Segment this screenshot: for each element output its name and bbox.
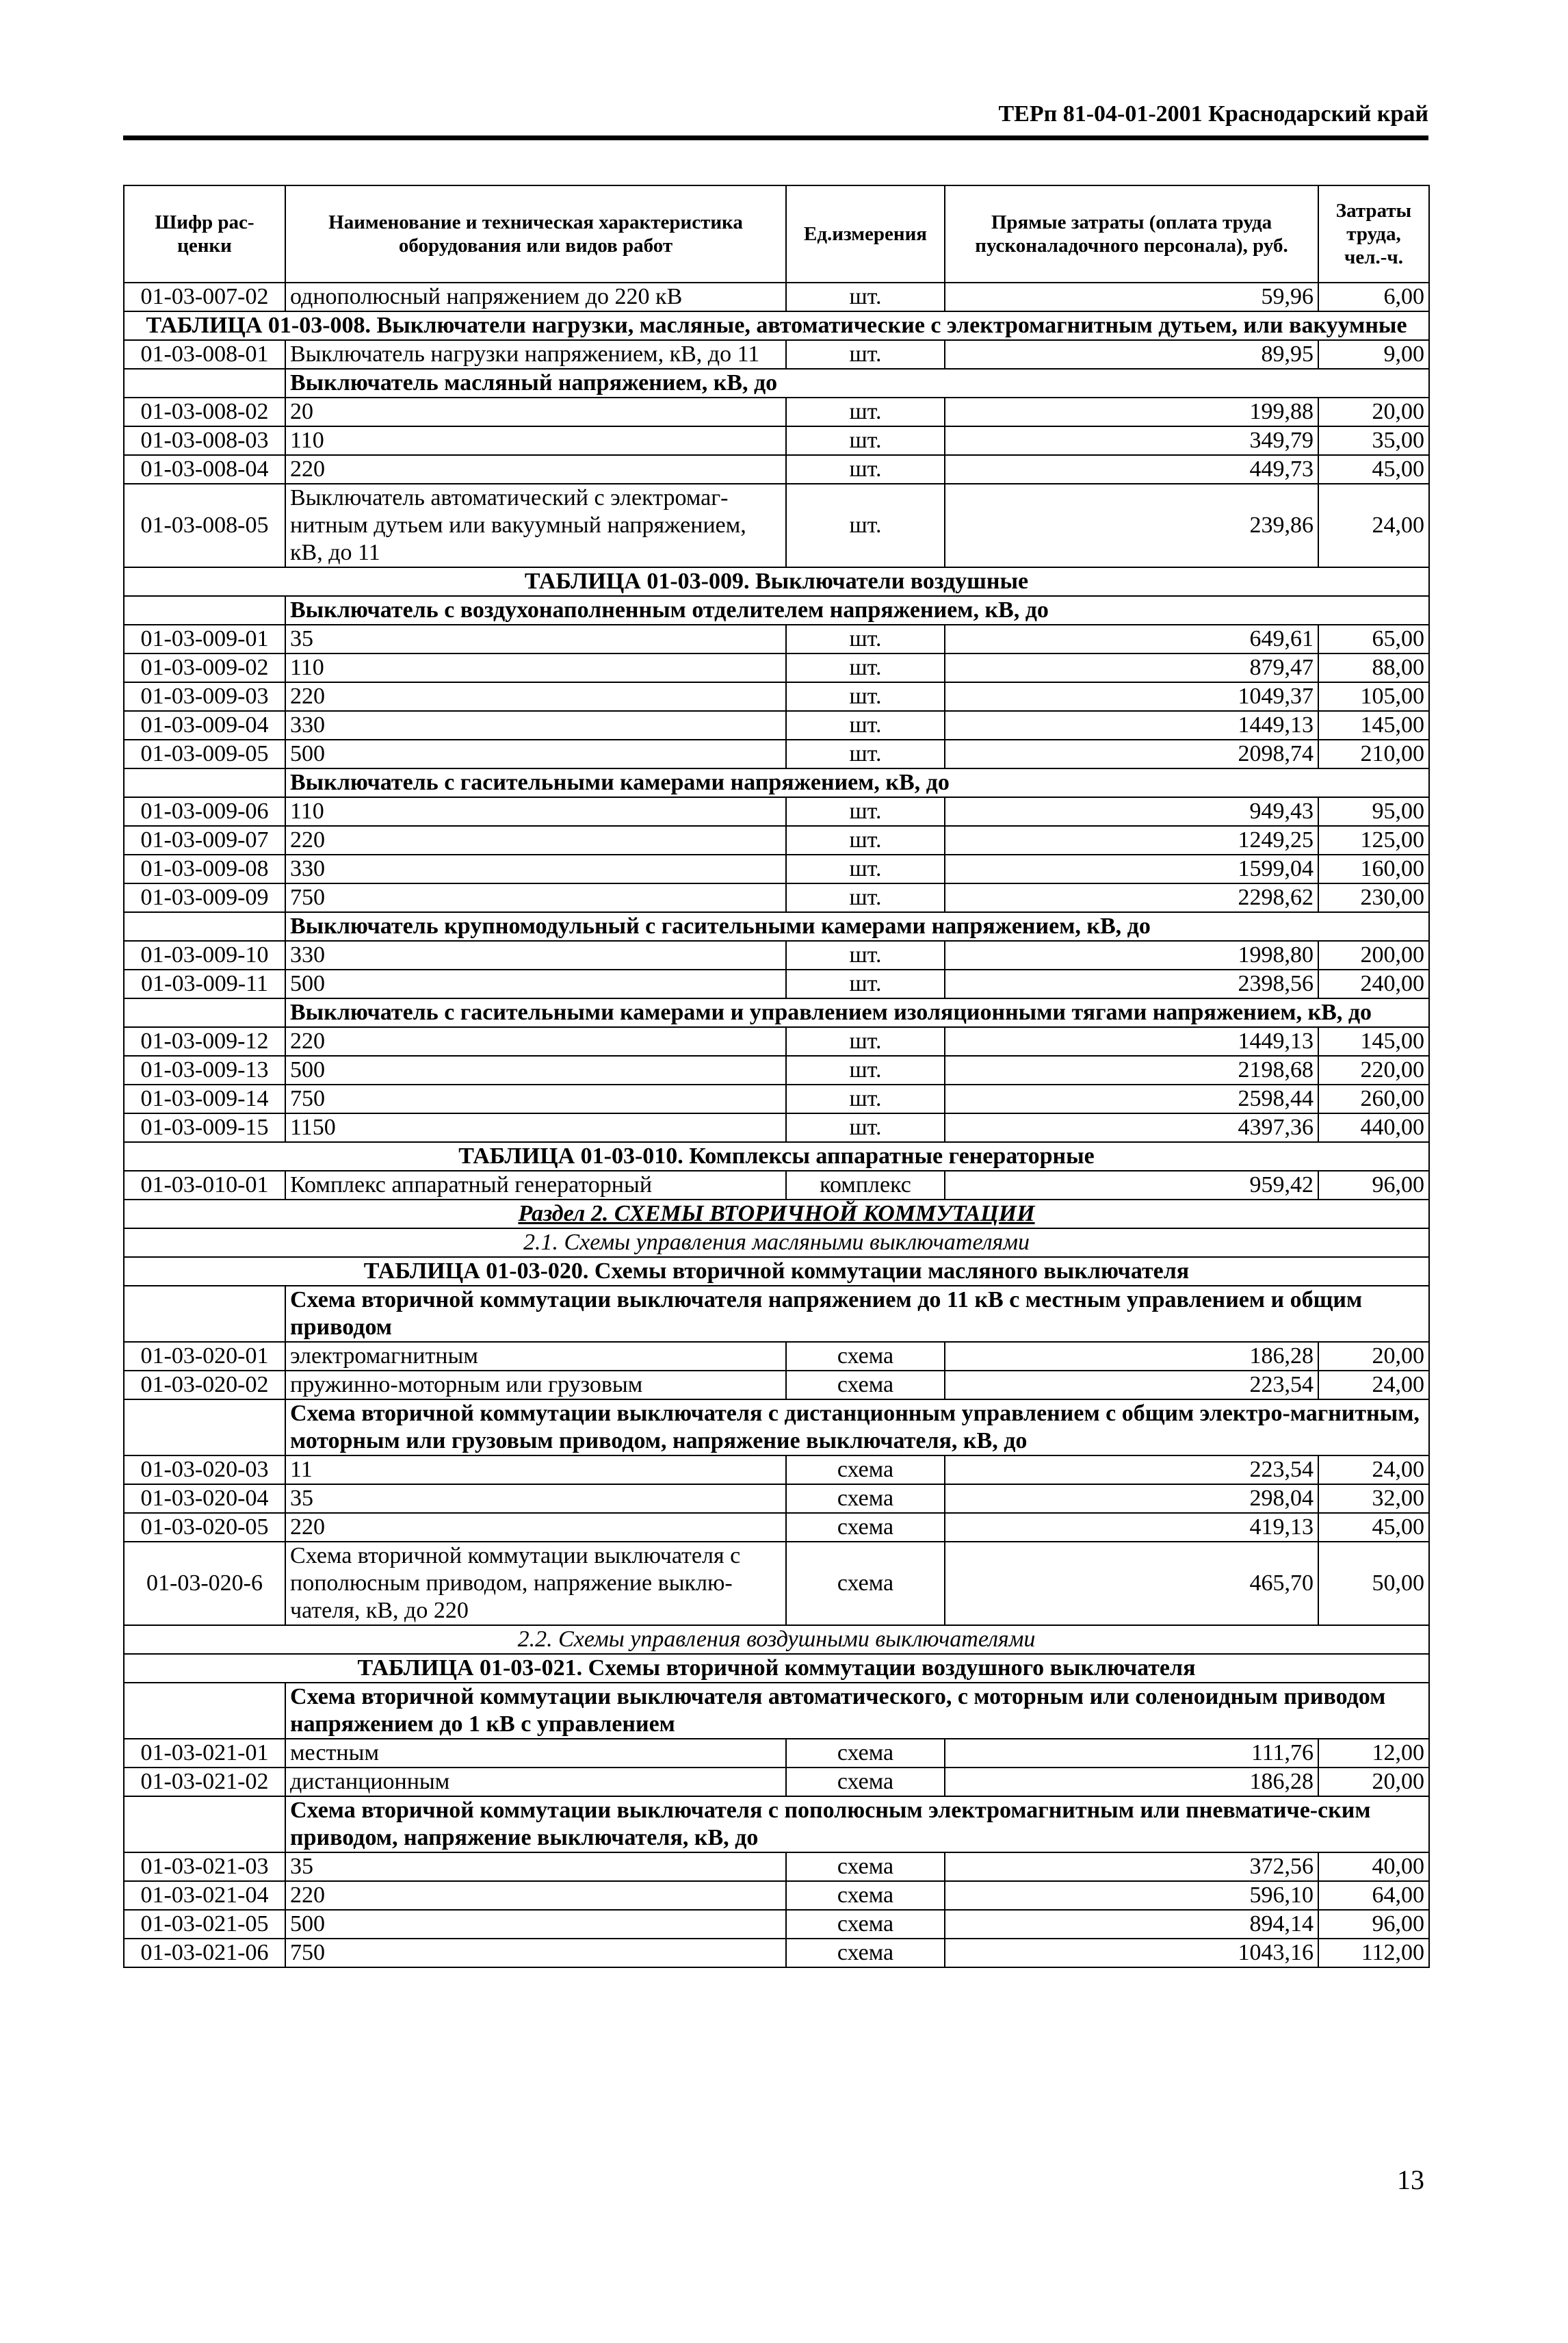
unit-cell: схема	[786, 1455, 945, 1484]
rate-code-cell: 01-03-009-03	[124, 682, 285, 711]
value-cell: 949,43	[945, 797, 1318, 826]
page-number: 13	[1397, 2164, 1424, 2195]
group-title: Выключатель крупномодульный с гасительными камерами напряжением, кВ, до	[285, 912, 1429, 941]
value-cell: 50,00	[1318, 1542, 1429, 1625]
table-row	[124, 970, 1429, 998]
value-cell: 240,00	[1318, 970, 1429, 998]
rate-code-cell: 01-03-009-10	[124, 941, 285, 970]
subsection-row	[124, 1625, 1429, 1654]
unit-cell: схема	[786, 1910, 945, 1939]
description-cell: Схема вторичной коммутации выключателя с пополюсным приводом, напряжение выклю-чателя, кВ, до 220	[285, 1542, 786, 1625]
value-cell: 32,00	[1318, 1484, 1429, 1513]
table-title: ТАБЛИЦА 01-03-010. Комплексы аппаратные генераторные	[124, 1142, 1429, 1171]
unit-cell: схема	[786, 1342, 945, 1371]
rate-code-cell: 01-03-007-02	[124, 283, 285, 311]
value-cell: 64,00	[1318, 1881, 1429, 1910]
table-row	[124, 855, 1429, 883]
value-cell: 20,00	[1318, 398, 1429, 426]
rate-code-cell: 01-03-008-02	[124, 398, 285, 426]
value-cell: 349,79	[945, 426, 1318, 455]
value-cell: 2098,74	[945, 740, 1318, 768]
table-row	[124, 740, 1429, 768]
value-cell: 1043,16	[945, 1939, 1318, 1967]
description-cell: 220	[285, 682, 786, 711]
value-cell: 96,00	[1318, 1171, 1429, 1200]
table-row	[124, 1881, 1429, 1910]
table-title-row	[124, 1654, 1429, 1683]
rate-code-cell: 01-03-020-6	[124, 1542, 285, 1625]
header-labor: Затраты труда, чел.-ч.	[1318, 185, 1429, 283]
value-cell: 186,28	[945, 1768, 1318, 1796]
rate-code-cell: 01-03-020-03	[124, 1455, 285, 1484]
table-row	[124, 1085, 1429, 1113]
group-title: Выключатель с гасительными камерами напряжением, кВ, до	[285, 768, 1429, 797]
value-cell: 65,00	[1318, 625, 1429, 653]
rates-table	[123, 185, 1430, 1968]
table-title-row	[124, 1142, 1429, 1171]
rate-code-cell: 01-03-020-01	[124, 1342, 285, 1371]
table-row	[124, 398, 1429, 426]
unit-cell: шт.	[786, 1085, 945, 1113]
value-cell: 24,00	[1318, 484, 1429, 567]
unit-cell: шт.	[786, 797, 945, 826]
rate-code-cell: 01-03-021-06	[124, 1939, 285, 1967]
value-cell: 200,00	[1318, 941, 1429, 970]
group-title: Схема вторичной коммутации выключателя автоматического, с моторным или соленоидным приводом напряжением до 1 кВ с управлением	[285, 1683, 1429, 1739]
description-cell: 500	[285, 970, 786, 998]
unit-cell: комплекс	[786, 1171, 945, 1200]
header-rule	[123, 135, 1428, 140]
unit-cell: шт.	[786, 283, 945, 311]
group-row	[124, 998, 1429, 1027]
value-cell: 372,56	[945, 1852, 1318, 1881]
value-cell: 35,00	[1318, 426, 1429, 455]
value-cell: 239,86	[945, 484, 1318, 567]
value-cell: 199,88	[945, 398, 1318, 426]
value-cell: 959,42	[945, 1171, 1318, 1200]
value-cell: 220,00	[1318, 1056, 1429, 1085]
rate-code-cell: 01-03-020-02	[124, 1371, 285, 1399]
rate-code-cell: 01-03-009-08	[124, 855, 285, 883]
rate-code-cell: 01-03-009-07	[124, 826, 285, 855]
description-cell: 330	[285, 855, 786, 883]
table-row	[124, 1910, 1429, 1939]
rate-code-cell: 01-03-009-01	[124, 625, 285, 653]
value-cell: 223,54	[945, 1371, 1318, 1399]
subsection-title: 2.1. Схемы управления масляными выключателями	[124, 1228, 1429, 1257]
value-cell: 1599,04	[945, 855, 1318, 883]
table-row	[124, 1739, 1429, 1768]
unit-cell: шт.	[786, 1027, 945, 1056]
group-title: Схема вторичной коммутации выключателя с пополюсным электромагнитным или пневматиче-ским приводом, напряжение выключателя, кВ, до	[285, 1796, 1429, 1852]
rate-code-cell: 01-03-009-09	[124, 883, 285, 912]
value-cell: 95,00	[1318, 797, 1429, 826]
unit-cell: шт.	[786, 941, 945, 970]
table-row	[124, 1513, 1429, 1542]
value-cell: 4397,36	[945, 1113, 1318, 1142]
header-cost: Прямые затраты (оплата труда пусконаладочного персонала), руб.	[945, 185, 1318, 283]
description-cell: 750	[285, 883, 786, 912]
table-row	[124, 711, 1429, 740]
unit-cell: шт.	[786, 340, 945, 369]
value-cell: 1449,13	[945, 711, 1318, 740]
description-cell: 20	[285, 398, 786, 426]
unit-cell: шт.	[786, 826, 945, 855]
unit-cell: схема	[786, 1542, 945, 1625]
table-row	[124, 653, 1429, 682]
description-cell: 500	[285, 740, 786, 768]
group-row	[124, 1683, 1429, 1739]
value-cell: 96,00	[1318, 1910, 1429, 1939]
rate-code-cell: 01-03-021-04	[124, 1881, 285, 1910]
rate-code-cell: 01-03-009-12	[124, 1027, 285, 1056]
table-row	[124, 340, 1429, 369]
unit-cell: шт.	[786, 1113, 945, 1142]
description-cell: Выключатель автоматический с электромаг-нитным дутьем или вакуумный напряжением, кВ, до 11	[285, 484, 786, 567]
subsection-row	[124, 1228, 1429, 1257]
table-header-row	[124, 185, 1429, 283]
value-cell: 6,00	[1318, 283, 1429, 311]
table-row	[124, 426, 1429, 455]
description-cell: 110	[285, 426, 786, 455]
value-cell: 88,00	[1318, 653, 1429, 682]
unit-cell: схема	[786, 1852, 945, 1881]
description-cell: однополюсный напряжением до 220 кВ	[285, 283, 786, 311]
group-row	[124, 912, 1429, 941]
table-row	[124, 1171, 1429, 1200]
value-cell: 24,00	[1318, 1371, 1429, 1399]
description-cell: местным	[285, 1739, 786, 1768]
value-cell: 596,10	[945, 1881, 1318, 1910]
rate-code-cell: 01-03-009-15	[124, 1113, 285, 1142]
unit-cell: шт.	[786, 740, 945, 768]
group-title: Выключатель с гасительными камерами и управлением изоляционными тягами напряжением, кВ, до	[285, 998, 1429, 1027]
value-cell: 20,00	[1318, 1342, 1429, 1371]
unit-cell: шт.	[786, 484, 945, 567]
header-name: Наименование и техническая характеристика оборудования или видов работ	[285, 185, 786, 283]
value-cell: 260,00	[1318, 1085, 1429, 1113]
table-row	[124, 1939, 1429, 1967]
description-cell: 220	[285, 455, 786, 484]
value-cell: 879,47	[945, 653, 1318, 682]
value-cell: 40,00	[1318, 1852, 1429, 1881]
value-cell: 1449,13	[945, 1027, 1318, 1056]
value-cell: 440,00	[1318, 1113, 1429, 1142]
value-cell: 12,00	[1318, 1739, 1429, 1768]
rate-code-cell: 01-03-021-02	[124, 1768, 285, 1796]
value-cell: 298,04	[945, 1484, 1318, 1513]
group-title: Схема вторичной коммутации выключателя с дистанционным управлением с общим электро-магнитным, моторным или грузовым приводом, напряжение выключателя, кВ, до	[285, 1399, 1429, 1455]
rate-code-cell: 01-03-008-05	[124, 484, 285, 567]
rate-code-cell: 01-03-008-01	[124, 340, 285, 369]
unit-cell: шт.	[786, 455, 945, 484]
unit-cell: шт.	[786, 682, 945, 711]
value-cell: 112,00	[1318, 1939, 1429, 1967]
value-cell: 1998,80	[945, 941, 1318, 970]
value-cell: 145,00	[1318, 1027, 1429, 1056]
table-row	[124, 797, 1429, 826]
unit-cell: шт.	[786, 426, 945, 455]
value-cell: 111,76	[945, 1739, 1318, 1768]
table-row	[124, 1371, 1429, 1399]
rate-code-cell: 01-03-020-05	[124, 1513, 285, 1542]
rate-code-cell: 01-03-009-11	[124, 970, 285, 998]
value-cell: 145,00	[1318, 711, 1429, 740]
description-cell: пружинно-моторным или грузовым	[285, 1371, 786, 1399]
table-row	[124, 1455, 1429, 1484]
value-cell: 465,70	[945, 1542, 1318, 1625]
description-cell: Комплекс аппаратный генераторный	[285, 1171, 786, 1200]
rate-code-cell: 01-03-009-05	[124, 740, 285, 768]
description-cell: 220	[285, 826, 786, 855]
unit-cell: шт.	[786, 1056, 945, 1085]
section-title: Раздел 2. СХЕМЫ ВТОРИЧНОЙ КОММУТАЦИИ	[124, 1200, 1429, 1228]
table-row	[124, 1484, 1429, 1513]
table-row	[124, 1027, 1429, 1056]
table-row	[124, 1542, 1429, 1625]
value-cell: 1249,25	[945, 826, 1318, 855]
table-row	[124, 1768, 1429, 1796]
group-row	[124, 369, 1429, 398]
subsection-title: 2.2. Схемы управления воздушными выключателями	[124, 1625, 1429, 1654]
description-cell: 500	[285, 1056, 786, 1085]
value-cell: 230,00	[1318, 883, 1429, 912]
unit-cell: шт.	[786, 855, 945, 883]
unit-cell: шт.	[786, 883, 945, 912]
value-cell: 59,96	[945, 283, 1318, 311]
value-cell: 449,73	[945, 455, 1318, 484]
header-unit: Ед.измерения	[786, 185, 945, 283]
rate-code-cell: 01-03-021-03	[124, 1852, 285, 1881]
description-cell: 500	[285, 1910, 786, 1939]
rate-code-cell: 01-03-008-04	[124, 455, 285, 484]
table-title: ТАБЛИЦА 01-03-021. Схемы вторичной коммутации воздушного выключателя	[124, 1654, 1429, 1683]
description-cell: 330	[285, 941, 786, 970]
group-row	[124, 1286, 1429, 1342]
table-row	[124, 484, 1429, 567]
unit-cell: шт.	[786, 711, 945, 740]
group-row	[124, 1399, 1429, 1455]
description-cell: электромагнитным	[285, 1342, 786, 1371]
description-cell: 330	[285, 711, 786, 740]
document-header: ТЕРп 81-04-01-2001 Краснодарский край	[998, 101, 1428, 127]
table-row	[124, 1852, 1429, 1881]
description-cell: 750	[285, 1939, 786, 1967]
value-cell: 223,54	[945, 1455, 1318, 1484]
table-title-row	[124, 1257, 1429, 1286]
description-cell: 110	[285, 797, 786, 826]
value-cell: 2398,56	[945, 970, 1318, 998]
group-title: Выключатель масляный напряжением, кВ, до	[285, 369, 1429, 398]
table-title: ТАБЛИЦА 01-03-008. Выключатели нагрузки, масляные, автоматические с электромагнитным дутьем, или вакуумные	[124, 311, 1429, 340]
value-cell: 125,00	[1318, 826, 1429, 855]
description-cell: 110	[285, 653, 786, 682]
rate-code-cell: 01-03-021-05	[124, 1910, 285, 1939]
value-cell: 1049,37	[945, 682, 1318, 711]
description-cell: 220	[285, 1881, 786, 1910]
group-row	[124, 1796, 1429, 1852]
value-cell: 894,14	[945, 1910, 1318, 1939]
value-cell: 2198,68	[945, 1056, 1318, 1085]
description-cell: 35	[285, 1852, 786, 1881]
unit-cell: схема	[786, 1513, 945, 1542]
rate-code-cell: 01-03-020-04	[124, 1484, 285, 1513]
unit-cell: схема	[786, 1939, 945, 1967]
description-cell: 220	[285, 1513, 786, 1542]
value-cell: 186,28	[945, 1342, 1318, 1371]
unit-cell: шт.	[786, 970, 945, 998]
table-row	[124, 1113, 1429, 1142]
value-cell: 210,00	[1318, 740, 1429, 768]
value-cell: 419,13	[945, 1513, 1318, 1542]
table-row	[124, 826, 1429, 855]
rate-code-cell: 01-03-009-02	[124, 653, 285, 682]
group-row	[124, 596, 1429, 625]
unit-cell: шт.	[786, 625, 945, 653]
table-row	[124, 682, 1429, 711]
value-cell: 20,00	[1318, 1768, 1429, 1796]
description-cell: Выключатель нагрузки напряжением, кВ, до 11	[285, 340, 786, 369]
header-code: Шифр рас-ценки	[124, 185, 285, 283]
value-cell: 45,00	[1318, 455, 1429, 484]
value-cell: 2298,62	[945, 883, 1318, 912]
table-title-row	[124, 567, 1429, 596]
table-row	[124, 455, 1429, 484]
table-row	[124, 283, 1429, 311]
description-cell: 35	[285, 625, 786, 653]
table-row	[124, 1056, 1429, 1085]
table-row	[124, 625, 1429, 653]
description-cell: 11	[285, 1455, 786, 1484]
rate-code-cell: 01-03-008-03	[124, 426, 285, 455]
rate-code-cell: 01-03-009-14	[124, 1085, 285, 1113]
rate-code-cell: 01-03-009-13	[124, 1056, 285, 1085]
rate-code-cell: 01-03-021-01	[124, 1739, 285, 1768]
group-title: Выключатель с воздухонаполненным отделителем напряжением, кВ, до	[285, 596, 1429, 625]
value-cell: 105,00	[1318, 682, 1429, 711]
description-cell: 35	[285, 1484, 786, 1513]
unit-cell: схема	[786, 1768, 945, 1796]
value-cell: 9,00	[1318, 340, 1429, 369]
value-cell: 649,61	[945, 625, 1318, 653]
unit-cell: схема	[786, 1484, 945, 1513]
value-cell: 89,95	[945, 340, 1318, 369]
table-row	[124, 1342, 1429, 1371]
value-cell: 2598,44	[945, 1085, 1318, 1113]
description-cell: 750	[285, 1085, 786, 1113]
value-cell: 160,00	[1318, 855, 1429, 883]
description-cell: 1150	[285, 1113, 786, 1142]
unit-cell: схема	[786, 1739, 945, 1768]
rate-code-cell: 01-03-009-06	[124, 797, 285, 826]
value-cell: 45,00	[1318, 1513, 1429, 1542]
table-title: ТАБЛИЦА 01-03-009. Выключатели воздушные	[124, 567, 1429, 596]
value-cell: 24,00	[1318, 1455, 1429, 1484]
table-title-row	[124, 311, 1429, 340]
rate-code-cell: 01-03-010-01	[124, 1171, 285, 1200]
group-row	[124, 768, 1429, 797]
unit-cell: схема	[786, 1881, 945, 1910]
group-title: Схема вторичной коммутации выключателя напряжением до 11 кВ с местным управлением и общим приводом	[285, 1286, 1429, 1342]
table-row	[124, 941, 1429, 970]
section-row	[124, 1200, 1429, 1228]
table-title: ТАБЛИЦА 01-03-020. Схемы вторичной коммутации масляного выключателя	[124, 1257, 1429, 1286]
description-cell: 220	[285, 1027, 786, 1056]
table-row	[124, 883, 1429, 912]
description-cell: дистанционным	[285, 1768, 786, 1796]
unit-cell: шт.	[786, 398, 945, 426]
unit-cell: шт.	[786, 653, 945, 682]
unit-cell: схема	[786, 1371, 945, 1399]
rate-code-cell: 01-03-009-04	[124, 711, 285, 740]
